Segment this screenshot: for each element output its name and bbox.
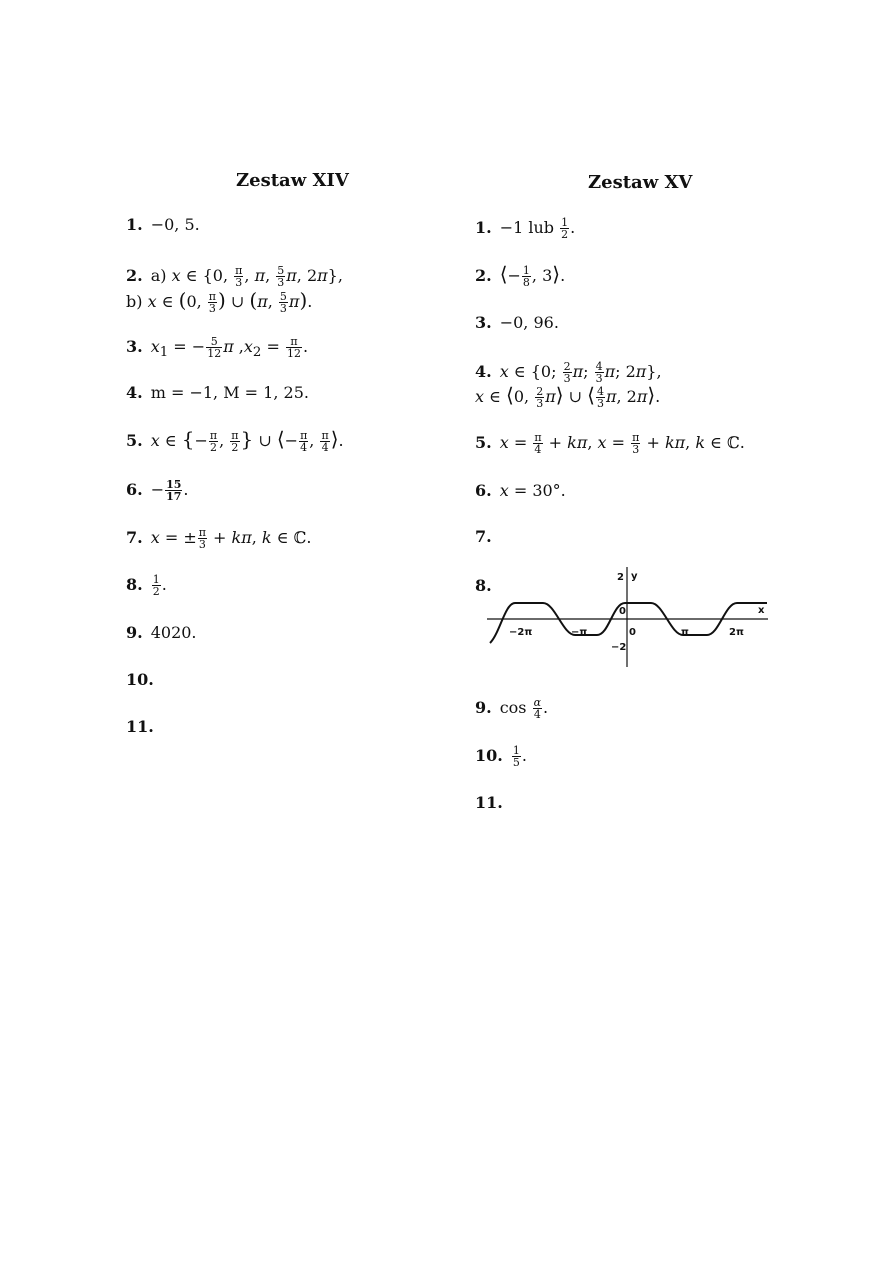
left-answer-9: 9. 4020. <box>126 623 197 642</box>
left-column-title: Zestaw XIV <box>236 170 349 191</box>
right-answer-6: 6. x = 30°. <box>475 481 566 500</box>
tick-label-minus-pi: −π <box>571 627 588 638</box>
left-answer-4: 4. m = −1, M = 1, 25. <box>126 383 309 402</box>
tick-label-0b: 0 <box>629 627 636 638</box>
left-answer-3: 3. $x_1$ = − $\frac{5}{12}$ π $,x_2$ = $\frac{\pi}{12}$ . <box>126 335 309 361</box>
right-answer-9: 9. cos $\frac{\alpha}{4}$ . <box>475 696 549 721</box>
right-answer-10: 10. $\frac{1}{5}$ . <box>475 744 527 769</box>
tick-label-pi: π <box>681 627 689 638</box>
left-answer-2a: 2. a) x ∈ {0, $\frac{\pi}{3}$ , π, $\frac{5}{3}$ π, 2π}, <box>126 264 343 289</box>
tick-label-minus-2: −2 <box>611 642 627 653</box>
function-graph <box>485 563 785 673</box>
right-answer-3: 3. −0, 96. <box>475 313 559 332</box>
right-answer-7: 7. <box>475 527 492 546</box>
left-answer-11: 11. <box>126 717 154 736</box>
tick-label-minus-2pi: −2π <box>509 627 533 638</box>
tick-label-0: 0 <box>619 606 626 617</box>
right-answer-4a: 4. x ∈ {0; $\frac{2}{3}$ π; $\frac{4}{3}$ π; 2π}, <box>475 360 662 385</box>
left-answer-2b: b) x ∈ (0, $\frac{\pi}{3}$ ) ∪ (π, $\frac{5}{3}$ π). <box>126 288 313 315</box>
right-answer-8: 8. <box>475 576 492 595</box>
right-answer-2: 2. ⟨− $\frac{1}{8}$ , 3⟩. <box>475 262 566 289</box>
left-answer-8: 8. $\frac{1}{2}$ . <box>126 573 167 598</box>
x-axis-label: x <box>758 605 765 616</box>
tick-label-2pi: 2π <box>729 627 744 638</box>
left-answer-7: 7. x = ± $\frac{\pi}{3}$ + kπ, k ∈ ℂ. <box>126 526 312 551</box>
left-answer-5: 5. x ∈ {− $\frac{\pi}{2}$ , $\frac{\pi}{2}$ } ∪ ⟨− $\frac{\pi}{4}$ , $\frac{\pi}{4}$ ⟩. <box>126 427 344 454</box>
right-answer-5: 5. x = $\frac{\pi}{4}$ + kπ, x = $\frac{\pi}{3}$ + kπ, k ∈ ℂ. <box>475 431 745 456</box>
left-answer-6: 6. − $\frac{15}{17}$ . <box>126 478 189 503</box>
right-answer-11: 11. <box>475 793 503 812</box>
y-axis-label: y <box>631 571 638 582</box>
right-column-title: Zestaw XV <box>588 172 693 193</box>
right-answer-1: 1. −1 lub $\frac{1}{2}$ . <box>475 216 576 241</box>
right-answer-4b: x ∈ ⟨0, $\frac{2}{3}$ π⟩ ∪ ⟨ $\frac{4}{3}$ π, 2π⟩. <box>475 383 661 410</box>
left-answer-1: 1. −0, 5. <box>126 215 200 234</box>
left-answer-10: 10. <box>126 670 154 689</box>
tick-label-2: 2 <box>617 572 624 583</box>
